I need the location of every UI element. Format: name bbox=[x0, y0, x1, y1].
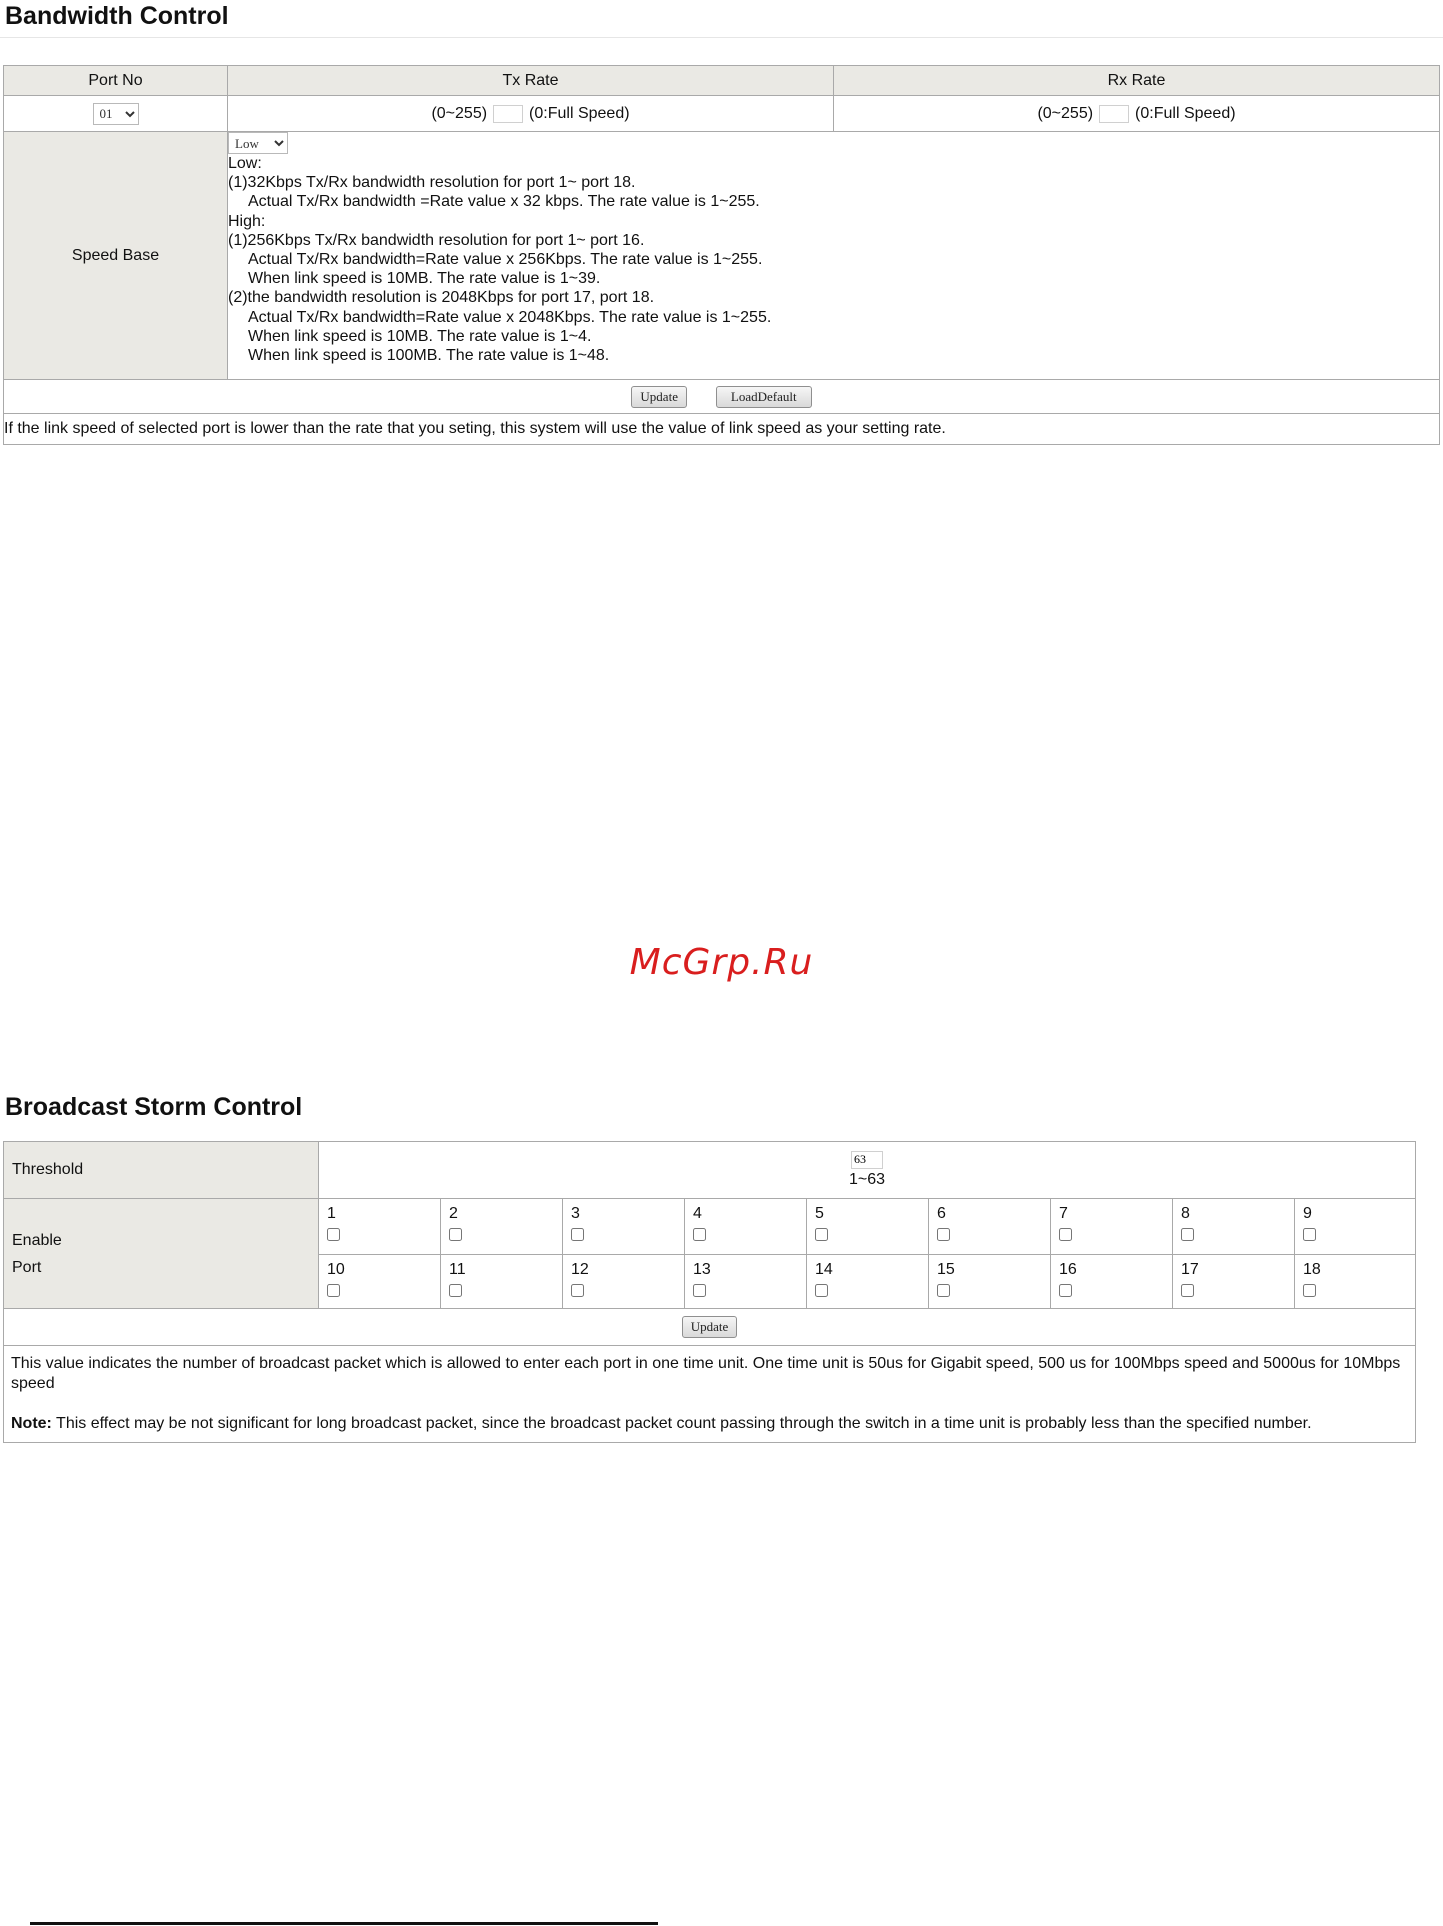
rx-rate-range: (0~255) bbox=[1037, 104, 1094, 122]
storm-info-text: This value indicates the number of broadcast packet which is allowed to enter each port in one time unit. One time unit is 50us for Gigabit speed, 500 us for 100Mbps speed and 5000us for 10Mbps speed bbox=[11, 1355, 1401, 1392]
threshold-input[interactable] bbox=[851, 1151, 883, 1169]
port-cell-13 bbox=[685, 1255, 807, 1309]
port-label: 13 bbox=[693, 1261, 711, 1278]
port-18-checkbox[interactable] bbox=[1303, 1284, 1316, 1297]
port-label: 8 bbox=[1181, 1205, 1190, 1222]
storm-update-button[interactable]: Update bbox=[682, 1316, 738, 1338]
port-2-checkbox[interactable] bbox=[449, 1228, 462, 1241]
speed-base-line: (1)32Kbps Tx/Rx bandwidth resolution for port 1~ port 18. bbox=[228, 174, 636, 192]
speed-base-label: Speed Base bbox=[4, 132, 228, 380]
storm-actions-cell bbox=[4, 1309, 1416, 1346]
speed-base-line: (2)the bandwidth resolution is 2048Kbps for port 17, port 18. bbox=[228, 289, 655, 307]
storm-note-label: Note: bbox=[11, 1415, 52, 1432]
port-no-select[interactable] bbox=[93, 103, 139, 125]
port-label: 7 bbox=[1059, 1205, 1068, 1222]
speed-base-line: Low: bbox=[228, 155, 262, 172]
enable-port-label-line2: Port bbox=[12, 1258, 42, 1276]
port-cell-1 bbox=[319, 1199, 441, 1255]
header-port-no: Port No bbox=[4, 66, 228, 96]
port-cell-7 bbox=[1051, 1199, 1173, 1255]
speed-base-line: (1)256Kbps Tx/Rx bandwidth resolution for port 1~ port 16. bbox=[228, 231, 645, 249]
speed-base-line: Actual Tx/Rx bandwidth =Rate value x 32 kbps. The rate value is 1~255. bbox=[248, 193, 760, 211]
threshold-range: 1~63 bbox=[849, 1171, 886, 1189]
port-cell-4 bbox=[685, 1199, 807, 1255]
port-10-checkbox[interactable] bbox=[327, 1284, 340, 1297]
port-5-checkbox[interactable] bbox=[815, 1228, 828, 1241]
title-divider bbox=[0, 37, 1443, 38]
port-cell-14 bbox=[807, 1255, 929, 1309]
speed-base-line: When link speed is 100MB. The rate value is 1~48. bbox=[248, 347, 610, 365]
port-label: 18 bbox=[1303, 1261, 1321, 1278]
enable-port-label bbox=[4, 1199, 319, 1309]
port-3-checkbox[interactable] bbox=[571, 1228, 584, 1241]
rx-rate-hint: (0:Full Speed) bbox=[1135, 104, 1236, 122]
port-cell-6 bbox=[929, 1199, 1051, 1255]
port-9-checkbox[interactable] bbox=[1303, 1228, 1316, 1241]
port-no-cell bbox=[4, 96, 228, 132]
tx-rate-hint: (0:Full Speed) bbox=[529, 104, 630, 122]
broadcast-storm-title: Broadcast Storm Control bbox=[5, 1093, 303, 1121]
speed-base-select[interactable] bbox=[228, 132, 288, 154]
enable-port-label-line1: Enable bbox=[12, 1231, 62, 1249]
rx-rate-cell bbox=[834, 96, 1440, 132]
port-label: 10 bbox=[327, 1261, 345, 1278]
port-label: 9 bbox=[1303, 1205, 1312, 1222]
port-12-checkbox[interactable] bbox=[571, 1284, 584, 1297]
port-label: 15 bbox=[937, 1261, 955, 1278]
load-default-button[interactable]: LoadDefault bbox=[716, 386, 812, 408]
port-cell-11 bbox=[441, 1255, 563, 1309]
port-cell-15 bbox=[929, 1255, 1051, 1309]
port-label: 16 bbox=[1059, 1261, 1077, 1278]
port-label: 17 bbox=[1181, 1261, 1199, 1278]
port-cell-17 bbox=[1173, 1255, 1295, 1309]
port-label: 2 bbox=[449, 1205, 458, 1222]
port-label: 5 bbox=[815, 1205, 824, 1222]
speed-base-description bbox=[228, 154, 1439, 365]
bandwidth-note: If the link speed of selected port is lower than the rate that you seting, this system will use the value of link speed as your setting rate. bbox=[4, 414, 1440, 445]
port-4-checkbox[interactable] bbox=[693, 1228, 706, 1241]
speed-base-line: When link speed is 10MB. The rate value is 1~4. bbox=[248, 327, 592, 345]
port-8-checkbox[interactable] bbox=[1181, 1228, 1194, 1241]
threshold-label: Threshold bbox=[4, 1142, 319, 1199]
port-cell-16 bbox=[1051, 1255, 1173, 1309]
port-16-checkbox[interactable] bbox=[1059, 1284, 1072, 1297]
threshold-cell bbox=[319, 1142, 1416, 1199]
storm-note bbox=[11, 1414, 1408, 1434]
rx-rate-input[interactable] bbox=[1099, 105, 1129, 123]
port-1-checkbox[interactable] bbox=[327, 1228, 340, 1241]
speed-base-cell bbox=[228, 132, 1440, 380]
port-15-checkbox[interactable] bbox=[937, 1284, 950, 1297]
port-cell-3 bbox=[563, 1199, 685, 1255]
port-cell-2 bbox=[441, 1199, 563, 1255]
port-cell-5 bbox=[807, 1199, 929, 1255]
port-label: 1 bbox=[327, 1205, 336, 1222]
bandwidth-control-title: Bandwidth Control bbox=[5, 2, 229, 30]
broadcast-storm-table bbox=[3, 1141, 1416, 1443]
port-cell-18 bbox=[1295, 1255, 1416, 1309]
bandwidth-table bbox=[3, 65, 1440, 445]
port-6-checkbox[interactable] bbox=[937, 1228, 950, 1241]
port-cell-8 bbox=[1173, 1199, 1295, 1255]
port-cell-12 bbox=[563, 1255, 685, 1309]
port-label: 11 bbox=[449, 1261, 466, 1278]
port-11-checkbox[interactable] bbox=[449, 1284, 462, 1297]
speed-base-line: When link speed is 10MB. The rate value is 1~39. bbox=[248, 270, 601, 288]
port-14-checkbox[interactable] bbox=[815, 1284, 828, 1297]
footer-divider bbox=[30, 1922, 658, 1925]
port-cell-9 bbox=[1295, 1199, 1416, 1255]
storm-note-text: This effect may be not significant for long broadcast packet, since the broadcast packet count passing through the switch in a time unit is probably less than the specified number. bbox=[51, 1415, 1312, 1432]
bandwidth-actions-cell bbox=[4, 380, 1440, 414]
port-17-checkbox[interactable] bbox=[1181, 1284, 1194, 1297]
port-label: 3 bbox=[571, 1205, 580, 1222]
header-tx-rate: Tx Rate bbox=[228, 66, 834, 96]
tx-rate-range: (0~255) bbox=[431, 104, 488, 122]
port-cell-10 bbox=[319, 1255, 441, 1309]
update-button[interactable]: Update bbox=[631, 386, 687, 408]
watermark-text: McGrp.Ru bbox=[629, 942, 814, 983]
port-label: 12 bbox=[571, 1261, 589, 1278]
port-7-checkbox[interactable] bbox=[1059, 1228, 1072, 1241]
storm-info-cell bbox=[4, 1346, 1416, 1443]
header-rx-rate: Rx Rate bbox=[834, 66, 1440, 96]
port-label: 4 bbox=[693, 1205, 702, 1222]
port-label: 6 bbox=[937, 1205, 946, 1222]
speed-base-line: Actual Tx/Rx bandwidth=Rate value x 2048Kbps. The rate value is 1~255. bbox=[248, 308, 772, 326]
port-label: 14 bbox=[815, 1261, 833, 1278]
port-13-checkbox[interactable] bbox=[693, 1284, 706, 1297]
speed-base-line: Actual Tx/Rx bandwidth=Rate value x 256Kbps. The rate value is 1~255. bbox=[248, 251, 763, 269]
speed-base-line: High: bbox=[228, 212, 266, 230]
tx-rate-input[interactable] bbox=[493, 105, 523, 123]
tx-rate-cell bbox=[228, 96, 834, 132]
